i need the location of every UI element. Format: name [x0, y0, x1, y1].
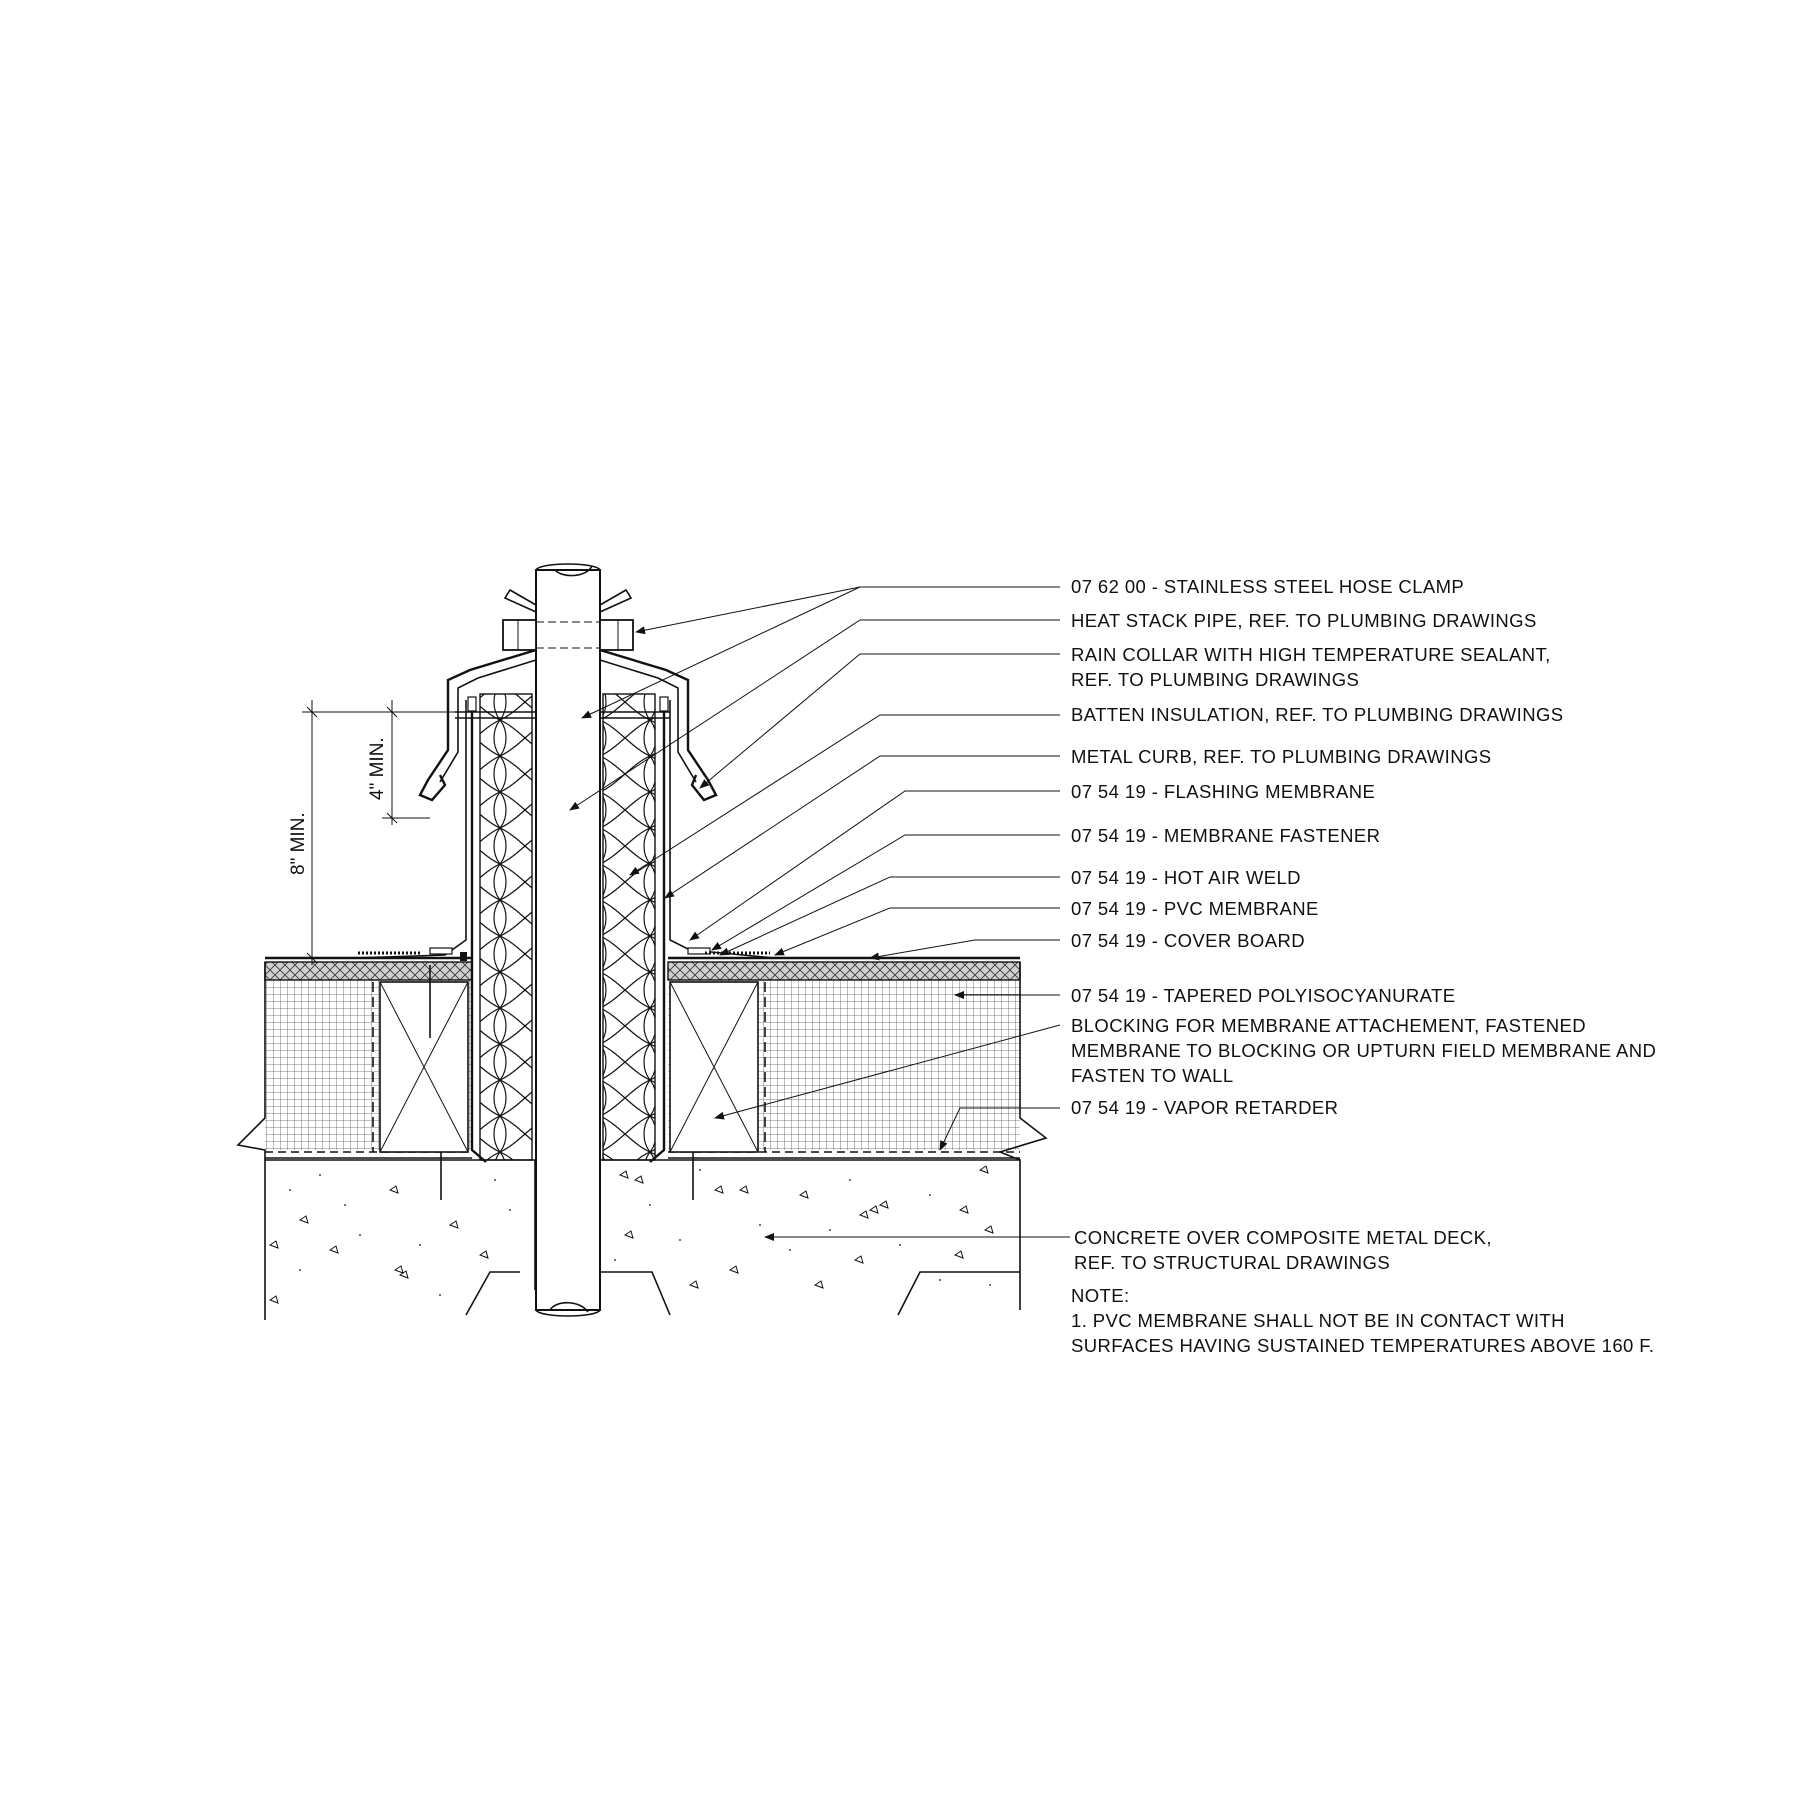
label-flashing-membrane: 07 54 19 - FLASHING MEMBRANE	[1071, 781, 1376, 802]
label-concrete-2: REF. TO STRUCTURAL DRAWINGS	[1074, 1252, 1391, 1273]
label-rain-collar-1: RAIN COLLAR WITH HIGH TEMPERATURE SEALANT,	[1071, 644, 1551, 665]
dimension-lower-text: 8" MIN.	[288, 812, 309, 875]
label-blocking-2: MEMBRANE TO BLOCKING OR UPTURN FIELD MEMBRANE AND	[1071, 1040, 1657, 1061]
label-batt-insulation: BATTEN INSULATION, REF. TO PLUMBING DRAWINGS	[1071, 704, 1564, 725]
heat-stack-pipe	[536, 564, 600, 1316]
label-cover-board: 07 54 19 - COVER BOARD	[1071, 930, 1305, 951]
blocking-left	[373, 965, 468, 1152]
label-membrane-fastener: 07 54 19 - MEMBRANE FASTENER	[1071, 825, 1381, 846]
label-vapor-retarder: 07 54 19 - VAPOR RETARDER	[1071, 1097, 1339, 1118]
label-rain-collar-2: REF. TO PLUMBING DRAWINGS	[1071, 669, 1360, 690]
callout-labels	[1071, 576, 1656, 1273]
label-concrete-1: CONCRETE OVER COMPOSITE METAL DECK,	[1074, 1227, 1492, 1248]
batt-insulation-left	[480, 694, 532, 1160]
note-line-1: 1. PVC MEMBRANE SHALL NOT BE IN CONTACT WITH	[1071, 1310, 1565, 1331]
label-blocking-3: FASTEN TO WALL	[1071, 1065, 1234, 1086]
label-tapered-polyiso: 07 54 19 - TAPERED POLYISOCYANURATE	[1071, 985, 1456, 1006]
note-line-2: SURFACES HAVING SUSTAINED TEMPERATURES ABOVE 160 F.	[1071, 1335, 1655, 1356]
batt-insulation-right	[603, 694, 655, 1160]
cover-board-right	[668, 962, 1020, 980]
label-metal-curb: METAL CURB, REF. TO PLUMBING DRAWINGS	[1071, 746, 1492, 767]
note-block	[1071, 1285, 1654, 1356]
label-pvc-membrane: 07 54 19 - PVC MEMBRANE	[1071, 898, 1319, 919]
note-heading: NOTE:	[1071, 1285, 1130, 1306]
cover-board-left	[265, 962, 472, 980]
label-blocking-1: BLOCKING FOR MEMBRANE ATTACHEMENT, FASTENED	[1071, 1015, 1587, 1036]
concrete-slab	[265, 1152, 1020, 1320]
dimension-upper-text: 4" MIN.	[367, 737, 388, 800]
label-heat-stack-pipe: HEAT STACK PIPE, REF. TO PLUMBING DRAWINGS	[1071, 610, 1537, 631]
break-line-left	[238, 962, 265, 1160]
label-hot-air-weld: 07 54 19 - HOT AIR WELD	[1071, 867, 1301, 888]
label-hose-clamp: 07 62 00 - STAINLESS STEEL HOSE CLAMP	[1071, 576, 1465, 597]
blocking-right	[670, 982, 765, 1152]
